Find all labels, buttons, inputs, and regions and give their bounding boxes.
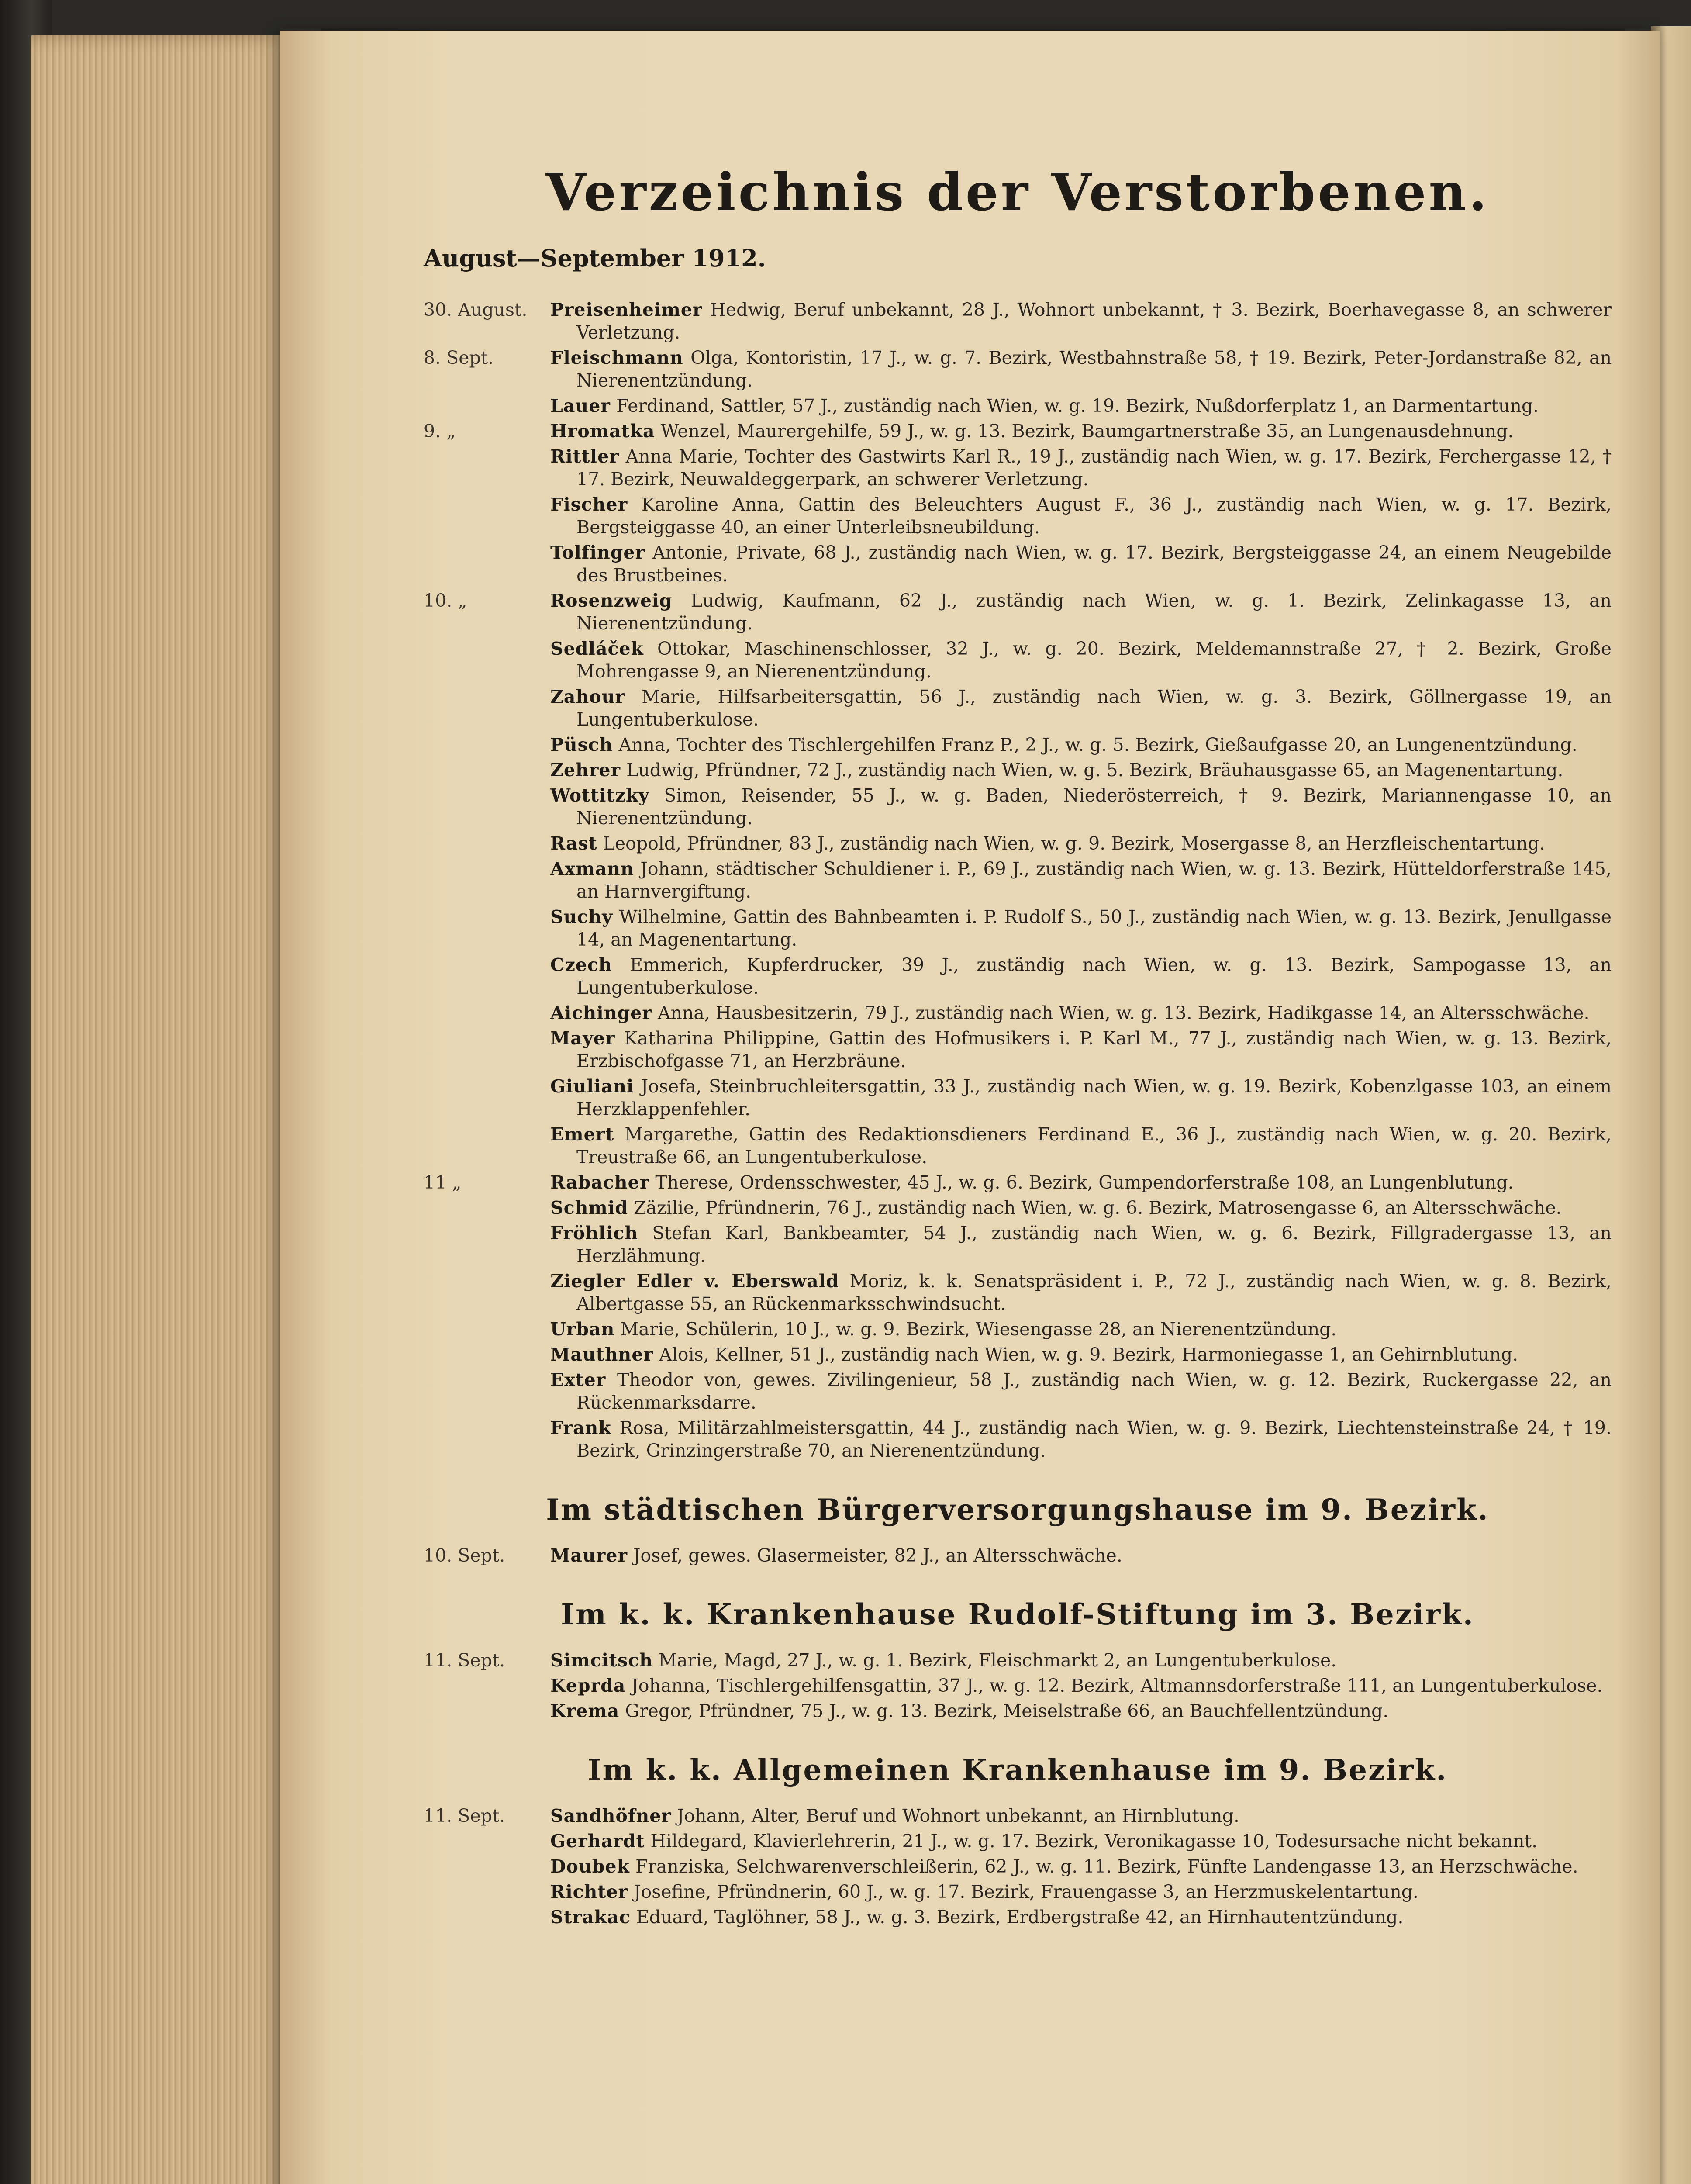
- entry-date: [424, 493, 550, 539]
- entry-details: Wilhelmine, Gattin des Bahnbeamten i. P. Rudolf S., 50 J., zuständig nach Wien, w. g. 13. Bezirk, Jenullgasse 14, an Magenentartung.: [576, 906, 1612, 950]
- entry-details: Marie, Hilfsarbeitersgattin, 56 J., zuständig nach Wien, w. g. 3. Bezirk, Göllnergasse 19, an Lungentuberkulose.: [576, 686, 1612, 730]
- entry-surname: Exter: [550, 1369, 606, 1390]
- entry-date: [424, 1196, 550, 1219]
- entry-details: Olga, Kontoristin, 17 J., w. g. 7. Bezirk, Westbahnstraße 58, † 19. Bezirk, Peter-Jordanstraße 82, an Nierenentzündung.: [576, 347, 1612, 391]
- entry-body: [550, 1222, 1612, 1267]
- death-entry: [424, 1417, 1612, 1462]
- entry-body: [550, 1544, 1612, 1567]
- entry-details: Ferdinand, Sattler, 57 J., zuständig nach Wien, w. g. 19. Bezirk, Nußdorferplatz 1, an Darmentartung.: [616, 395, 1539, 416]
- death-entry: [424, 1674, 1612, 1697]
- entry-details: Leopold, Pfründner, 83 J., zuständig nach Wien, w. g. 9. Bezirk, Mosergasse 8, an Herzfleischentartung.: [603, 833, 1545, 854]
- entry-surname: Maurer: [550, 1545, 628, 1566]
- death-entry: [424, 685, 1612, 731]
- entry-surname: Rabacher: [550, 1172, 650, 1193]
- death-entry: [424, 1123, 1612, 1168]
- death-entry: [424, 445, 1612, 491]
- entry-body: [550, 954, 1612, 999]
- entry-details: Marie, Magd, 27 J., w. g. 1. Bezirk, Fleischmarkt 2, an Lungentuberkulose.: [658, 1650, 1337, 1671]
- entry-details: Franziska, Selchwarenverschleißerin, 62 J., w. g. 11. Bezirk, Fünfte Landengasse 13, an Herzschwäche.: [635, 1856, 1578, 1877]
- entry-surname: Giuliani: [550, 1076, 634, 1097]
- entry-body: [550, 733, 1612, 756]
- entry-surname: Sedláček: [550, 638, 644, 659]
- entry-details: Antonie, Private, 68 J., zuständig nach Wien, w. g. 17. Bezirk, Bergsteiggasse 24, an einem Neugebilde des Brustbeines.: [576, 542, 1612, 586]
- entry-details: Anna Marie, Tochter des Gastwirts Karl R., 19 J., zuständig nach Wien, w. g. 17. Bezirk, Ferchergasse 12, † 17. Bezirk, Neuwaldeggerpark, an schwerer Verletzung.: [576, 446, 1612, 490]
- entry-date: [424, 1318, 550, 1341]
- entry-surname: Keprda: [550, 1675, 626, 1696]
- date-range: August—September 1912.: [424, 244, 766, 272]
- entry-body: [550, 1196, 1612, 1219]
- entry-details: Karoline Anna, Gattin des Beleuchters August F., 36 J., zuständig nach Wien, w. g. 17. Bezirk, Bergsteiggasse 40, an einer Unterleibsneubildung.: [576, 494, 1612, 538]
- entry-date: [424, 1700, 550, 1722]
- entry-body: [550, 685, 1612, 731]
- entry-body: [550, 420, 1612, 442]
- entry-details: Hildegard, Klavierlehrerin, 21 J., w. g. 17. Bezirk, Veronikagasse 10, Todesursache nicht bekannt.: [650, 1831, 1538, 1852]
- entry-date: 30. August.: [424, 299, 528, 320]
- entry-date: [424, 1343, 550, 1366]
- entry-surname: Schmid: [550, 1197, 628, 1218]
- entry-details: Margarethe, Gattin des Redaktionsdieners Ferdinand E., 36 J., zuständig nach Wien, w. g. 20. Bezirk, Treustraße 66, an Lungentuberkulose.: [576, 1124, 1612, 1168]
- death-entry: [424, 637, 1612, 683]
- entry-date: [424, 733, 550, 756]
- entry-date: [424, 445, 550, 491]
- entry-surname: Fischer: [550, 494, 628, 515]
- entry-date: [424, 1830, 550, 1852]
- entry-body: [550, 857, 1612, 903]
- entry-body: [550, 905, 1612, 951]
- book-page: [280, 31, 1660, 2184]
- entry-date: 10. „: [424, 590, 467, 611]
- death-entry: [424, 346, 1612, 392]
- entry-surname: Strakac: [550, 1907, 631, 1928]
- entry-body: [550, 1343, 1612, 1366]
- death-entry: [424, 1855, 1612, 1878]
- entry-body: [550, 1075, 1612, 1120]
- entry-date: [424, 541, 550, 587]
- entry-date: [424, 759, 550, 781]
- entry-body: [550, 1855, 1612, 1878]
- entry-surname: Mayer: [550, 1028, 615, 1049]
- entry-details: Johanna, Tischlergehilfensgattin, 37 J., w. g. 12. Bezirk, Altmannsdorferstraße 111, an Lungentuberkulose.: [631, 1675, 1603, 1696]
- entry-date: [424, 1368, 550, 1414]
- entry-surname: Axmann: [550, 858, 634, 879]
- entry-surname: Tolfinger: [550, 542, 645, 563]
- entry-body: [550, 541, 1612, 587]
- entry-details: Ludwig, Kaufmann, 62 J., zuständig nach Wien, w. g. 1. Bezirk, Zelinkagasse 13, an Nierenentzündung.: [576, 590, 1612, 634]
- page-content: [424, 162, 1612, 1931]
- death-entry: [424, 759, 1612, 781]
- entry-details: Katharina Philippine, Gattin des Hofmusikers i. P. Karl M., 77 J., zuständig nach Wien, w. g. 13. Bezirk, Erzbischofgasse 71, an Herzbräune.: [576, 1028, 1612, 1071]
- entry-date: [424, 905, 550, 951]
- entry-body: [550, 1700, 1612, 1722]
- entry-date: [424, 954, 550, 999]
- entry-surname: Lauer: [550, 395, 611, 416]
- entry-body: [550, 394, 1612, 417]
- entry-date: [424, 832, 550, 855]
- entry-surname: Fröhlich: [550, 1223, 638, 1244]
- entry-surname: Zahour: [550, 686, 625, 707]
- entry-surname: Richter: [550, 1881, 628, 1902]
- entry-details: Josefine, Pfründnerin, 60 J., w. g. 17. Bezirk, Frauengasse 3, an Herzmuskelentartung.: [634, 1881, 1419, 1902]
- entry-surname: Rast: [550, 833, 597, 854]
- death-entry: [424, 589, 1612, 635]
- death-entry: [424, 1222, 1612, 1267]
- entry-details: Therese, Ordensschwester, 45 J., w. g. 6. Bezirk, Gumpendorferstraße 108, an Lungenblutung.: [655, 1172, 1514, 1193]
- entry-date: [424, 394, 550, 417]
- entry-surname: Mauthner: [550, 1344, 654, 1365]
- entry-body: [550, 589, 1612, 635]
- death-entry: [424, 784, 1612, 829]
- entry-surname: Doubek: [550, 1856, 630, 1877]
- entry-details: Josefa, Steinbruchleitersgattin, 33 J., zuständig nach Wien, w. g. 19. Bezirk, Kobenzlgasse 103, an einem Herzklappenfehler.: [576, 1076, 1612, 1120]
- entry-date: [424, 1075, 550, 1120]
- entry-surname: Püsch: [550, 734, 613, 755]
- section-heading: Im städtischen Bürgerversorgungshause im 9. Bezirk.: [546, 1493, 1489, 1527]
- death-entry: [424, 1343, 1612, 1366]
- entry-body: [550, 1368, 1612, 1414]
- entry-body: [550, 1318, 1612, 1341]
- death-entry: [424, 1830, 1612, 1852]
- death-entry: [424, 1368, 1612, 1414]
- death-entry: [424, 394, 1612, 417]
- entry-details: Zäzilie, Pfründnerin, 76 J., zuständig nach Wien, w. g. 6. Bezirk, Matrosengasse 6, an Altersschwäche.: [634, 1197, 1562, 1218]
- entry-details: Hedwig, Beruf unbekannt, 28 J., Wohnort unbekannt, † 3. Bezirk, Boerhavegasse 8, an schwerer Verletzung.: [576, 299, 1612, 343]
- entry-date: [424, 1906, 550, 1928]
- entry-details: Wenzel, Maurergehilfe, 59 J., w. g. 13. Bezirk, Baumgartnerstraße 35, an Lungenausdehnung.: [660, 421, 1514, 442]
- entry-date: [424, 1674, 550, 1697]
- entry-body: [550, 1649, 1612, 1672]
- entry-date: [424, 637, 550, 683]
- entry-details: Marie, Schülerin, 10 J., w. g. 9. Bezirk, Wiesengasse 28, an Nierenentzündung.: [620, 1319, 1337, 1340]
- entry-surname: Frank: [550, 1417, 611, 1438]
- entry-date: 11. Sept.: [424, 1650, 505, 1671]
- entry-surname: Gerhardt: [550, 1831, 645, 1852]
- entry-details: Alois, Kellner, 51 J., zuständig nach Wien, w. g. 9. Bezirk, Harmoniegasse 1, an Gehirnblutung.: [659, 1344, 1518, 1365]
- entry-body: [550, 637, 1612, 683]
- entry-surname: Rosenzweig: [550, 590, 673, 611]
- entry-date: 11. Sept.: [424, 1805, 505, 1826]
- entry-body: [550, 1830, 1612, 1852]
- death-entry: [424, 1027, 1612, 1072]
- entry-body: [550, 1674, 1612, 1697]
- entry-body: [550, 1804, 1612, 1827]
- death-entry: [424, 733, 1612, 756]
- death-entry: [424, 1544, 1612, 1567]
- entry-body: [550, 1270, 1612, 1315]
- entry-details: Johann, Alter, Beruf und Wohnort unbekannt, an Hirnblutung.: [677, 1805, 1239, 1826]
- deceased-list: [424, 298, 1612, 1462]
- section-heading: Im k. k. Allgemeinen Krankenhause im 9. Bezirk.: [587, 1753, 1448, 1787]
- entry-details: Simon, Reisender, 55 J., w. g. Baden, Niederösterreich, † 9. Bezirk, Mariannengasse 10, an Nierenentzündung.: [576, 785, 1612, 829]
- entry-surname: Emert: [550, 1124, 614, 1145]
- entry-details: Josef, gewes. Glasermeister, 82 J., an Altersschwäche.: [633, 1545, 1122, 1566]
- entry-body: [550, 1906, 1612, 1928]
- entry-body: [550, 832, 1612, 855]
- entry-date: 10. Sept.: [424, 1545, 505, 1566]
- entry-surname: Aichinger: [550, 1002, 652, 1023]
- death-entry: [424, 493, 1612, 539]
- entry-surname: Zehrer: [550, 760, 621, 781]
- section-heading: Im k. k. Krankenhause Rudolf-Stiftung im 3. Bezirk.: [561, 1597, 1474, 1631]
- death-entry: [424, 541, 1612, 587]
- death-entry: [424, 1700, 1612, 1722]
- death-entry: [424, 298, 1612, 344]
- entry-surname: Simcitsch: [550, 1650, 653, 1671]
- institution-sections: [424, 1493, 1612, 1928]
- death-entry: [424, 1880, 1612, 1903]
- death-entry: [424, 1171, 1612, 1194]
- death-entry: [424, 420, 1612, 442]
- page-edges: [31, 35, 293, 2184]
- entry-details: Anna, Tochter des Tischlergehilfen Franz P., 2 J., w. g. 5. Bezirk, Gießaufgasse 20, an Lungenentzündung.: [618, 734, 1577, 755]
- death-entry: [424, 1270, 1612, 1315]
- entry-surname: Fleischmann: [550, 347, 683, 368]
- death-entry: [424, 1649, 1612, 1672]
- entry-body: [550, 784, 1612, 829]
- page-title: Verzeichnis der Verstorbenen.: [545, 162, 1490, 222]
- entry-date: [424, 1417, 550, 1462]
- entry-date: [424, 1002, 550, 1024]
- entry-body: [550, 298, 1612, 344]
- entry-surname: Wottitzky: [550, 785, 649, 806]
- entry-date: 9. „: [424, 421, 456, 442]
- death-entry: [424, 1075, 1612, 1120]
- entry-details: Ottokar, Maschinenschlosser, 32 J., w. g. 20. Bezirk, Meldemannstraße 27, † 2. Bezirk, Große Mohrengasse 9, an Nierenentzündung.: [576, 638, 1612, 682]
- entry-details: Theodor von, gewes. Zivilingenieur, 58 J., zuständig nach Wien, w. g. 12. Bezirk, Ruckergasse 22, an Rückenmarksdarre.: [576, 1369, 1612, 1413]
- entry-body: [550, 1027, 1612, 1072]
- entry-surname: Suchy: [550, 906, 613, 927]
- entry-date: 11 „: [424, 1172, 462, 1193]
- entry-body: [550, 1417, 1612, 1462]
- entry-details: Moriz, k. k. Senatspräsident i. P., 72 J., zuständig nach Wien, w. g. 8. Bezirk, Albertgasse 55, an Rückenmarksschwindsucht.: [576, 1271, 1612, 1314]
- entry-date: [424, 784, 550, 829]
- entry-surname: Ziegler Edler v. Eberswald: [550, 1271, 839, 1292]
- entry-date: [424, 1222, 550, 1267]
- entry-surname: Sandhöfner: [550, 1805, 671, 1826]
- entry-date: [424, 1027, 550, 1072]
- death-entry: [424, 1906, 1612, 1928]
- entry-details: Ludwig, Pfründner, 72 J., zuständig nach Wien, w. g. 5. Bezirk, Bräuhausgasse 65, an Magenentartung.: [626, 760, 1563, 781]
- entry-details: Rosa, Militärzahlmeistersgattin, 44 J., zuständig nach Wien, w. g. 9. Bezirk, Liechtensteinstraße 24, † 19. Bezirk, Grinzingerstraße 70, an Nierenentzündung.: [576, 1417, 1612, 1461]
- entry-date: [424, 1880, 550, 1903]
- entry-details: Anna, Hausbesitzerin, 79 J., zuständig nach Wien, w. g. 13. Bezirk, Hadikgasse 14, an Altersschwäche.: [657, 1002, 1590, 1023]
- entry-date: [424, 685, 550, 731]
- entry-surname: Rittler: [550, 446, 619, 467]
- death-entry: [424, 1196, 1612, 1219]
- entry-date: 8. Sept.: [424, 347, 494, 368]
- entry-date: [424, 1855, 550, 1878]
- entry-details: Gregor, Pfründner, 75 J., w. g. 13. Bezirk, Meiselstraße 66, an Bauchfellentzündung.: [625, 1700, 1389, 1721]
- death-entry: [424, 1002, 1612, 1024]
- entry-details: Emmerich, Kupferdrucker, 39 J., zuständig nach Wien, w. g. 13. Bezirk, Sampogasse 13, an Lungentuberkulose.: [576, 954, 1612, 998]
- death-entry: [424, 954, 1612, 999]
- entry-surname: Urban: [550, 1319, 615, 1340]
- entry-body: [550, 493, 1612, 539]
- entry-details: Johann, städtischer Schuldiener i. P., 69 J., zuständig nach Wien, w. g. 13. Bezirk, Hütteldorferstraße 145, an Harnvergiftung.: [576, 858, 1612, 902]
- entry-body: [550, 759, 1612, 781]
- entry-details: Eduard, Taglöhner, 58 J., w. g. 3. Bezirk, Erdbergstraße 42, an Hirnhautentzündung.: [636, 1907, 1404, 1928]
- entry-surname: Hromatka: [550, 421, 655, 442]
- death-entry: [424, 1318, 1612, 1341]
- entry-body: [550, 1171, 1612, 1194]
- entry-body: [550, 1123, 1612, 1168]
- entry-surname: Krema: [550, 1700, 620, 1721]
- entry-date: [424, 1123, 550, 1168]
- death-entry: [424, 905, 1612, 951]
- death-entry: [424, 832, 1612, 855]
- entry-body: [550, 445, 1612, 491]
- death-entry: [424, 1804, 1612, 1827]
- entry-surname: Czech: [550, 954, 612, 975]
- entry-surname: Preisenheimer: [550, 299, 703, 320]
- death-entry: [424, 857, 1612, 903]
- entry-body: [550, 346, 1612, 392]
- entry-details: Stefan Karl, Bankbeamter, 54 J., zuständig nach Wien, w. g. 6. Bezirk, Fillgradergasse 13, an Herzlähmung.: [576, 1223, 1612, 1266]
- entry-date: [424, 1270, 550, 1315]
- entry-body: [550, 1880, 1612, 1903]
- entry-body: [550, 1002, 1612, 1024]
- entry-date: [424, 857, 550, 903]
